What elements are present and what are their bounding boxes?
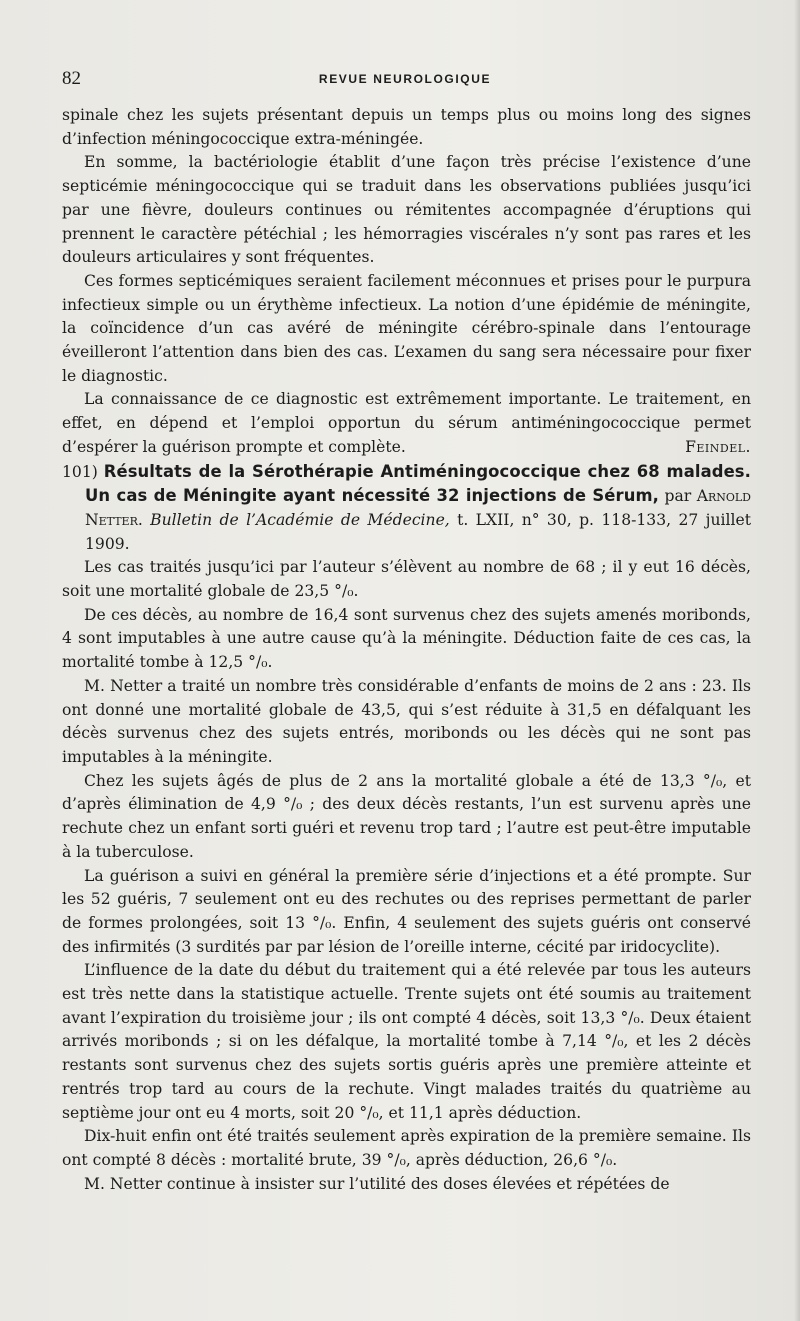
entry-by: par	[664, 487, 692, 506]
entry-heading	[62, 460, 751, 557]
paragraph: spinale chez les sujets présentant depuis un temps plus ou moins long des signes d’infection méningococcique extra-méningée.	[62, 106, 751, 148]
paragraph: L’influence de la date du début du traitement qui a été relevée par tous les auteurs est très nette dans la statistique actuelle. Trente sujets ont été soumis au traitement avant l’expiration du troisième jour ; ils ont compté 4 décès, soit 13,3 °/₀. Deux étaient arrivés moribonds ; si on les défalque, la mortalité tombe à 7,14 °/₀, et les 2 décès restants sont survenus chez des sujets sortis guéris après une première atteinte et rentrés trop tard au cours de la rechute. Vingt malades traités du quatrième au septième jour ont eu 4 morts, soit 20 °/₀, et 11,1 après déduction.	[62, 961, 751, 1122]
running-head	[62, 68, 748, 90]
entry-citation: t. LXII, n° 30, p. 118-133, 27 juillet 1909.	[85, 510, 751, 553]
paragraph-text: La connaissance de ce diagnostic est extrêmement importante. Le traitement, en effet, en dépend et l’emploi opportun du sérum antiméningococcique permet d’espérer la guérison prompte et complète.	[62, 390, 751, 456]
paragraph: De ces décès, au nombre de 16,4 sont survenus chez des sujets amenés moribonds, 4 sont imputables à une autre cause qu’à la méningite. Déduction faite de ces cas, la mortalité tombe à 12,5 °/₀.	[62, 605, 751, 672]
paragraph: M. Netter a traité un nombre très considérable d’enfants de moins de 2 ans : 23. Ils ont donné une mortalité globale de 43,5, qui s’est réduite à 31,5 en défalquant les décès survenus chez des sujets entrés, moribonds ou les décès qui ne sont pas imputables à la méningite.	[62, 676, 751, 766]
paragraph: Dix-huit enfin ont été traités seulement après expiration de la première semaine. Ils ont compté 8 décès : mortalité brute, 39 °/₀, après déduction, 26,6 °/₀.	[62, 1127, 751, 1169]
entry-number: 101)	[62, 462, 98, 481]
author-signature: Feindel.	[685, 437, 751, 456]
paragraph: Ces formes septicémiques seraient facilement méconnues et prises pour le purpura infectieux simple ou un érythème infectieux. La notion d’une épidémie de méningite, la coïncidence d’un cas avéré de méningite cérébro-spinale dans l’entourage éveilleront l’attention dans bien des cas. L’examen du sang sera nécessaire pour fixer le diagnostic.	[62, 271, 751, 385]
article-body	[62, 104, 751, 1196]
page-edge-shadow	[794, 0, 800, 1321]
entry-author: Arnold Netter.	[85, 487, 751, 529]
paragraph: Les cas traités jusqu’ici par l’auteur s’élèvent au nombre de 68 ; il y eut 16 décès, soit une mortalité globale de 23,5 °/₀.	[62, 558, 751, 601]
paragraph: En somme, la bactériologie établit d’une façon très précise l’existence d’une septicémie méningococcique qui se traduit dans les observations publiées jusqu’ici par une fièvre, douleurs continues ou rémitentes accompagnée d’éruptions qui prennent le caractère pétéchial ; les hémorragies viscérales n’y sont pas rares et les douleurs articulaires y sont fréquentes.	[62, 153, 751, 267]
journal-title: REVUE NEUROLOGIQUE	[318, 72, 492, 86]
paragraph-with-signature	[62, 388, 751, 459]
paragraph: Chez les sujets âgés de plus de 2 ans la mortalité globale a été de 13,3 °/₀, et d’après élimination de 4,9 °/₀ ; des deux décès restants, l’un est survenu après une rechute chez un enfant sorti guéri et revenu trop tard ; l’autre est peut-être imputable à la tuberculose.	[62, 771, 751, 861]
paragraph: M. Netter continue à insister sur l’utilité des doses élevées et répétées de	[84, 1174, 670, 1193]
entry-journal: Bulletin de l’Académie de Médecine,	[150, 510, 450, 529]
page-number: 82	[62, 68, 81, 89]
entry-title: Résultats de la Sérothérapie Antiméningococcique chez 68 malades. Un cas de Méningite ayant nécessité 32 injections de Sérum,	[85, 461, 751, 506]
paragraph: La guérison a suivi en général la première série d’injections et a été prompte. Sur les 52 guéris, 7 seulement ont eu des rechutes ou des reprises permettant de parler de formes prolongées, soit 13 °/₀. Enfin, 4 seulement des sujets guéris ont conservé des infirmités (3 surdités par par lésion de l’oreille interne, cécité par iridocyclite).	[62, 866, 751, 956]
